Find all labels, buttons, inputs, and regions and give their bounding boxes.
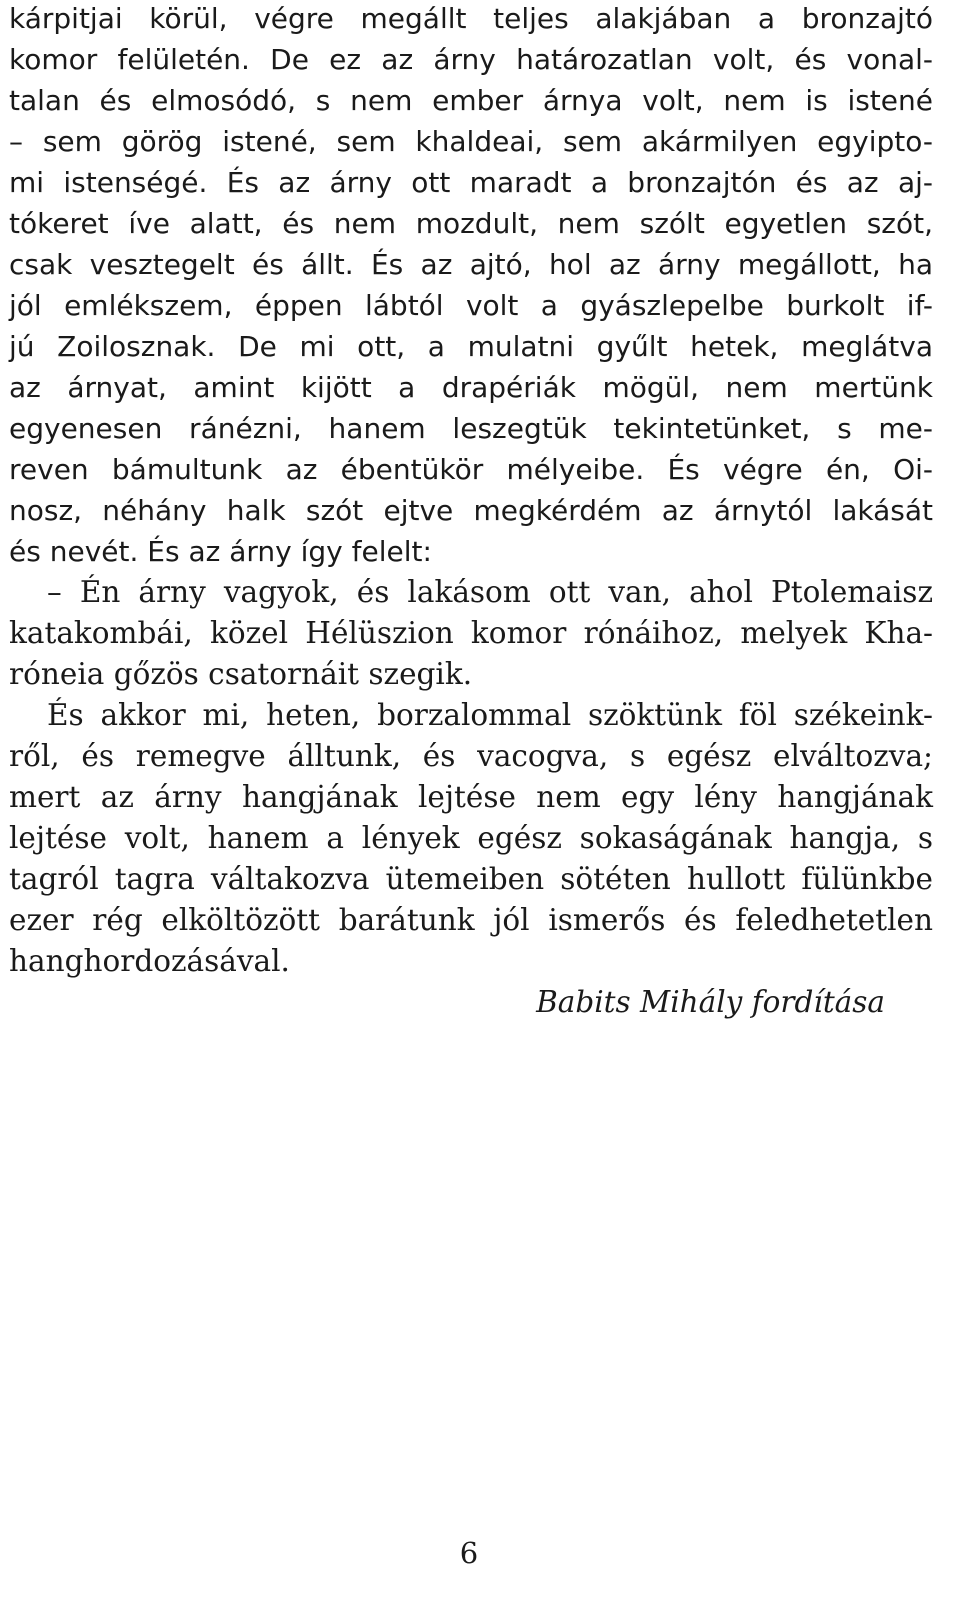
translator-signature: Babits Mihály fordítása — [536, 985, 885, 1019]
text-line: tagról tagra váltakozva ütemeiben sötéten hullott fülünkbe — [9, 862, 933, 896]
text-line: jú Zoilosznak. De mi ott, a mulatni gyűlt hetek, meglátva — [9, 330, 933, 363]
text-line: csak vesztegelt és állt. És az ajtó, hol az árny megállott, ha — [9, 248, 933, 281]
page-number: 6 — [459, 1536, 479, 1570]
paragraph-shadow-reply — [9, 572, 933, 695]
text-line: lejtése volt, hanem a lények egész sokaságának hangja, s — [9, 821, 933, 855]
text-line: reven bámultunk az ébentükör mélyeibe. És végre én, Oi- — [9, 453, 933, 486]
text-line: mi istenségé. És az árny ott maradt a bronzajtón és az aj- — [9, 166, 933, 199]
paragraph-shadow-description — [9, 0, 933, 572]
text-line: És akkor mi, heten, borzalommal szöktünk föl székeink- — [47, 698, 933, 732]
text-line: és nevét. És az árny így felelt: — [9, 535, 432, 568]
text-line: ezer rég elköltözött barátunk jól ismerős és feledhetetlen — [9, 903, 933, 937]
text-line: – sem görög istené, sem khaldeai, sem akármilyen egyipto- — [9, 125, 933, 158]
text-line: kárpitjai körül, végre megállt teljes alakjában a bronzajtó — [9, 2, 933, 35]
paragraph-closing — [9, 695, 933, 982]
text-line: egyenesen ránézni, hanem leszegtük tekintetünket, s me- — [9, 412, 933, 445]
text-line: komor felületén. De ez az árny határozatlan volt, és vonal- — [9, 43, 933, 76]
text-line: mert az árny hangjának lejtése nem egy lény hangjának — [9, 780, 933, 814]
text-line: róneia gőzös csatornáit szegik. — [9, 657, 473, 691]
text-line: ről, és remegve álltunk, és vacogva, s egész elváltozva; — [9, 739, 933, 773]
text-line: nosz, néhány halk szót ejtve megkérdém az árnytól lakását — [9, 494, 933, 527]
text-line: – Én árny vagyok, és lakásom ott van, ahol Ptolemaisz — [47, 575, 933, 609]
text-line: talan és elmosódó, s nem ember árnya volt, nem is istené — [9, 84, 933, 117]
text-line: jól emlékszem, éppen lábtól volt a gyászlepelbe burkolt if- — [9, 289, 933, 322]
document-page — [9, 0, 933, 1023]
text-line: katakombái, közel Hélüszion komor rónáihoz, melyek Kha- — [9, 616, 933, 650]
text-line: hanghordozásával. — [9, 944, 290, 978]
text-line: az árnyat, amint kijött a drapériák mögül, nem mertünk — [9, 371, 933, 404]
text-line: tókeret íve alatt, és nem mozdult, nem szólt egyetlen szót, — [9, 207, 933, 240]
